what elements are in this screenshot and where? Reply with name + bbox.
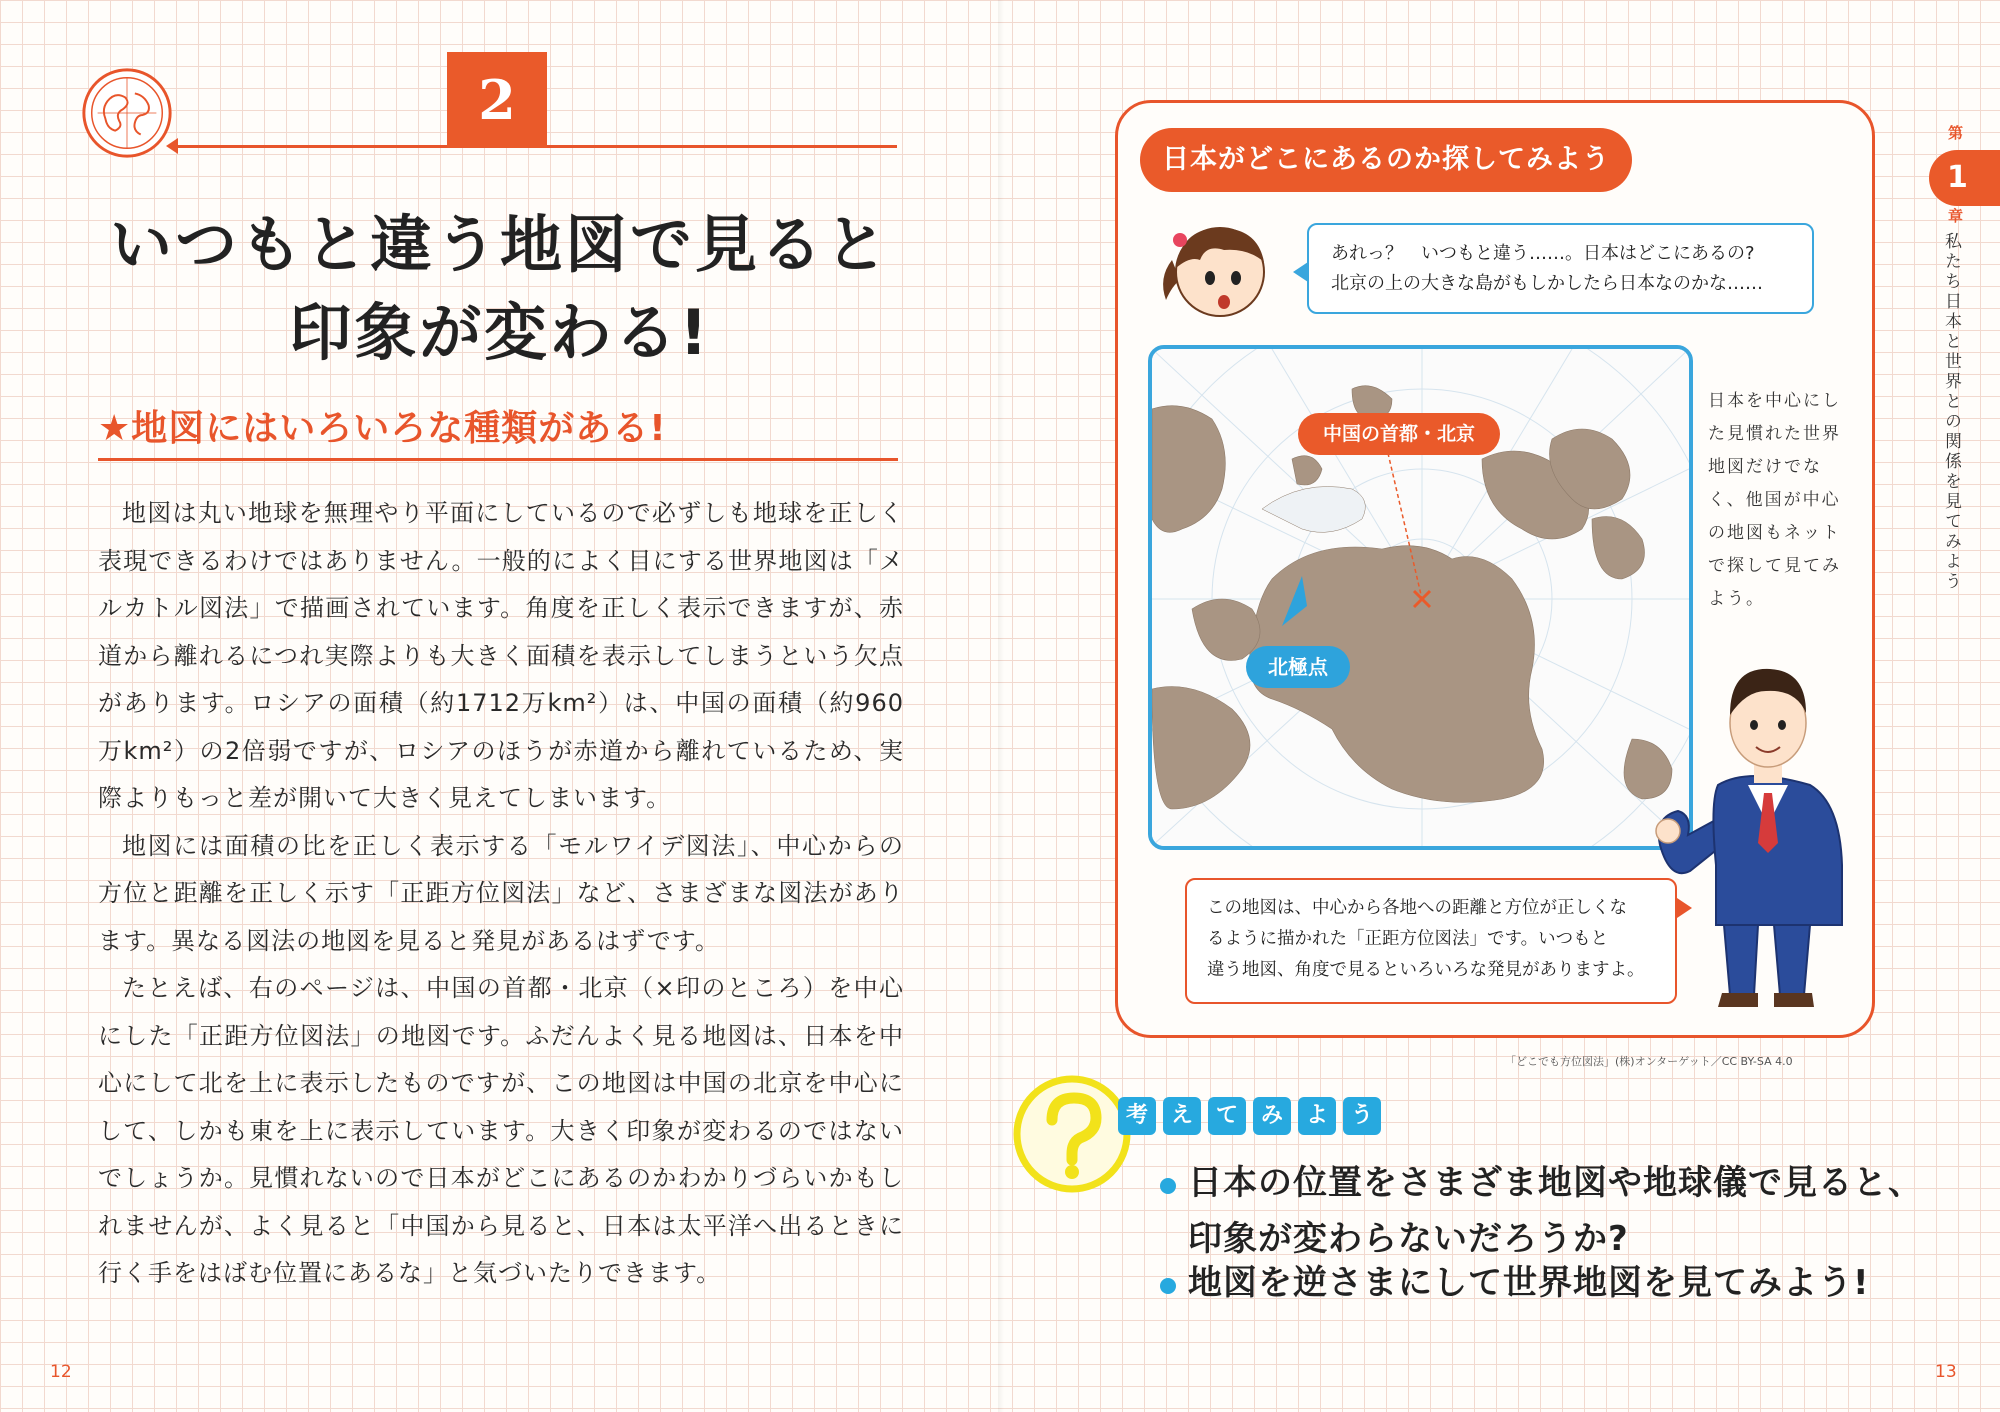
panel-heading: 日本がどこにあるのか探してみよう xyxy=(1140,128,1632,192)
think-chip-5: よ xyxy=(1298,1097,1336,1135)
think-chip-6: う xyxy=(1343,1097,1381,1135)
think-chip-1: 考 xyxy=(1118,1097,1156,1135)
page-number-right: 13 xyxy=(1935,1362,1957,1382)
chapter-tab-prefix: 第 xyxy=(1948,124,1964,142)
question-1-line-1: 日本の位置をさまざま地図や地球儀で見ると、 xyxy=(1188,1163,1923,1203)
girl-speech-line-1: あれっ？ いつもと違う……。日本はどこにあるの? xyxy=(1331,243,1755,264)
question-2-bullet xyxy=(1160,1278,1176,1294)
globe-icon xyxy=(78,64,176,162)
map-label-beijing: 中国の首都・北京 xyxy=(1298,413,1500,455)
body-text xyxy=(98,490,904,1298)
girl-speech-line-2: 北京の上の大きな島がもしかしたら日本なのかな…… xyxy=(1331,273,1763,294)
chapter-title: 私たち日本と世界との関係を見てみよう xyxy=(1941,232,1961,592)
girl-speech-tail xyxy=(1293,262,1308,282)
body-paragraph-1: 地図は丸い地球を無理やり平面にしているので必ずしも地球を正しく表現できるわけではありません。一般的によく目にする世界地図は「メルカトル図法」で描画されています。角度を正しく表示できますが、赤道から離れるにつれ実際よりも大きく面積を表示してしまうという欠点があります。ロシアの面積（約1712万km²）は、中国の面積（約960万km²）の2倍弱ですが、ロシアのほうが赤道から離れているため、実際よりもっと差が開いて大きく見えてしまいます。 xyxy=(98,499,904,812)
page-title-line-2: 印象が変わる! xyxy=(289,296,711,369)
side-note: 日本を中心にした見慣れた世界地図だけでなく、他国が中心の地図もネットで探して見てみよう。 xyxy=(1708,391,1841,609)
map-label-north-pole: 北極点 xyxy=(1246,646,1350,688)
question-1-bullet xyxy=(1160,1178,1176,1194)
body-paragraph-2: 地図には面積の比を正しく表示する「モルワイデ図法」、中心からの方位と距離を正しく示す「正距方位図法」など、さまざまな図法があります。異なる図法の地図を見ると発見があるはずです。 xyxy=(98,831,904,955)
question-2: 地図を逆さまにして世界地図を見てみよう! xyxy=(1188,1263,1870,1303)
teacher-speech-bubble xyxy=(1185,878,1677,1004)
question-mark-icon xyxy=(1010,1072,1135,1197)
section-subheading: ★地図にはいろいろな種類がある! xyxy=(98,408,667,449)
section-number: 2 xyxy=(447,52,547,148)
think-chip-3: て xyxy=(1208,1097,1246,1135)
think-chip-4: み xyxy=(1253,1097,1291,1135)
subheading-rule xyxy=(98,458,898,461)
page-number-left: 12 xyxy=(50,1362,72,1382)
think-chip-2: え xyxy=(1163,1097,1201,1135)
teacher-speech-line-1: この地図は、中心から各地への距離と方位が正しくな xyxy=(1207,898,1627,918)
body-paragraph-3: たとえば、右のページは、中国の首都・北京（×印のところ）を中心にした「正距方位図法」の地図です。ふだんよく見る地図は、日本を中心にして北を上に表示したものですが、この地図は中国の北京を中心にして、しかも東を上に表示しています。大きく印象が変わるのではないでしょうか。見慣れないので日本がどこにあるのかわかりづらいかもしれませんが、よく見ると「中国から見ると、日本は太平洋へ出るときに行く手をはばむ位置にあるな」と気づいたりできます。 xyxy=(98,974,904,1287)
think-about-it-label xyxy=(1118,1097,1388,1135)
girl-illustration xyxy=(1150,210,1280,325)
teacher-speech-line-2: るように描かれた「正距方位図法」です。いつもと xyxy=(1207,929,1609,949)
teacher-speech-line-3: 違う地図、角度で見るといろいろな発見がありますよ。 xyxy=(1207,960,1645,980)
chapter-tab: 1 xyxy=(1929,150,2000,206)
teacher-speech-tail xyxy=(1677,898,1692,918)
page-title-line-1: いつもと違う地図で見ると xyxy=(109,208,890,281)
page-spine xyxy=(998,0,1004,1412)
girl-speech-bubble xyxy=(1307,223,1814,314)
question-1-line-2: 印象が変わらないだろうか? xyxy=(1188,1219,1629,1259)
chapter-tab-suffix: 章 xyxy=(1948,207,1964,225)
map-credit: 「どこでも方位図法」(株)オンターゲット／CC BY-SA 4.0 xyxy=(1505,1055,1793,1068)
